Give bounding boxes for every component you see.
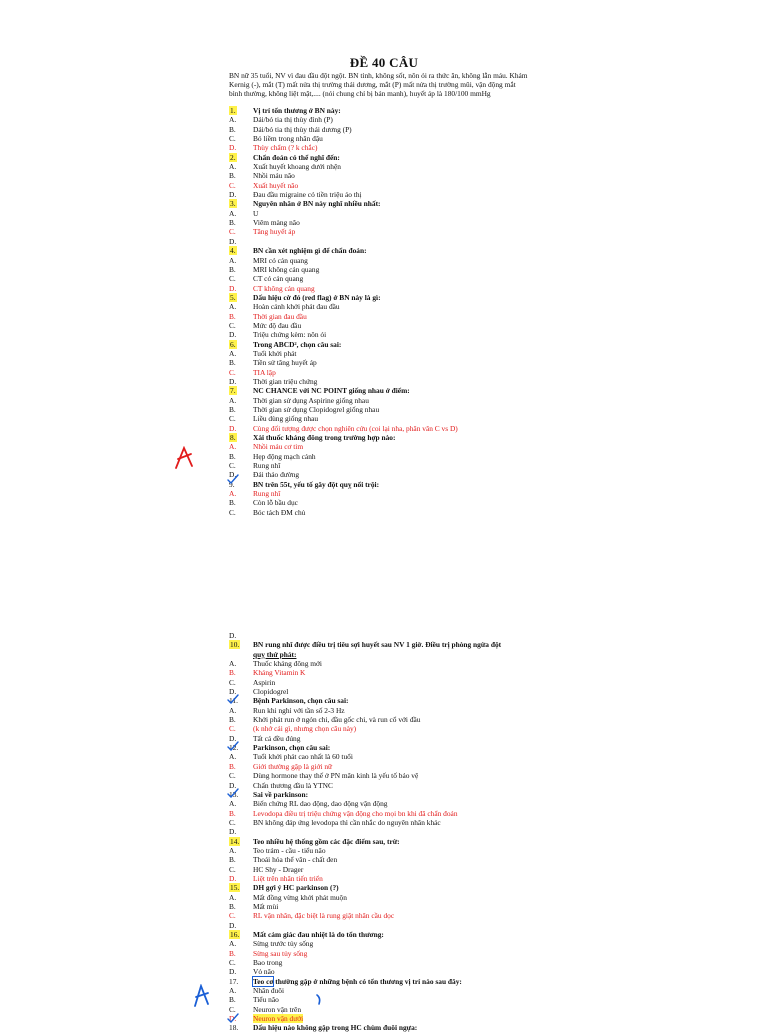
option-text: Xuất huyết khoang dưới nhện bbox=[253, 162, 341, 172]
answer-option bbox=[229, 171, 559, 180]
question-text: Dấu hiệu nào không gặp trong HC chùm đuôi ngựa: bbox=[253, 1023, 418, 1033]
answer-option bbox=[229, 771, 559, 780]
option-letter: D. bbox=[229, 376, 237, 386]
option-text: Liều dùng giống nhau bbox=[253, 414, 319, 424]
question-text: Teo nhiều hệ thống gồm các đặc điểm sau, trừ: bbox=[253, 836, 400, 846]
answer-option bbox=[229, 274, 559, 283]
option-letter: A. bbox=[229, 986, 237, 996]
option-letter: D. bbox=[229, 1014, 237, 1024]
option-letter: B. bbox=[229, 451, 236, 461]
answer-option bbox=[229, 396, 559, 405]
option-text: Khởi phát run ở ngón chi, đầu gốc chi, và run cổ với đầu bbox=[253, 715, 421, 725]
option-text: Kháng Vitamin K bbox=[253, 668, 306, 678]
option-text: Chấn thương đầu là YTNC bbox=[253, 780, 333, 790]
option-letter: C. bbox=[229, 817, 236, 827]
answer-option bbox=[229, 1014, 559, 1023]
option-letter: D. bbox=[229, 423, 237, 433]
option-letter: A. bbox=[229, 348, 237, 358]
option-letter: B. bbox=[229, 855, 236, 865]
question-text: Mất cảm giác đau nhiệt là do tổn thương: bbox=[253, 930, 384, 939]
option-letter: B. bbox=[229, 311, 236, 321]
question-text: Bệnh Parkinson, chọn câu sai: bbox=[253, 696, 349, 706]
question-number: 1. bbox=[230, 106, 236, 115]
option-text: Bóc tách ĐM chủ bbox=[253, 507, 306, 517]
question-text: NC CHANCE với NC POINT giống nhau ở điểm: bbox=[253, 386, 410, 396]
answer-option bbox=[229, 995, 559, 1004]
question-text: BN rung nhĩ được điều trị tiêu sợi huyết sau NV 1 giờ. Điều trị phòng ngừa đột bbox=[253, 640, 502, 650]
question-number: 16. bbox=[230, 930, 240, 939]
option-letter: C. bbox=[229, 274, 236, 284]
option-letter: A. bbox=[229, 939, 237, 949]
answer-option bbox=[229, 312, 559, 321]
question-number: 3. bbox=[230, 199, 236, 209]
option-letter: A. bbox=[229, 208, 237, 218]
answer-option bbox=[229, 190, 559, 199]
option-text: CT không cản quang bbox=[253, 283, 315, 293]
answer-option bbox=[229, 284, 559, 293]
answer-option bbox=[229, 162, 559, 171]
question-line bbox=[229, 293, 559, 302]
question-text: BN cần xét nghiệm gì để chẩn đoán: bbox=[253, 246, 367, 256]
option-text: Tăng huyết áp bbox=[253, 227, 296, 237]
option-letter: D. bbox=[229, 470, 237, 480]
option-text: Neuron vận trên bbox=[253, 1004, 302, 1014]
option-letter: C. bbox=[229, 367, 236, 377]
option-letter: A. bbox=[229, 162, 237, 172]
question-line bbox=[229, 433, 559, 442]
option-letter: D. bbox=[229, 143, 237, 153]
question-text: Trong ABCD², chọn câu sai: bbox=[253, 339, 342, 349]
answer-option bbox=[229, 967, 559, 976]
option-text: Vỏ não bbox=[253, 967, 275, 977]
option-text: Triệu chứng kèm: nôn ói bbox=[253, 330, 327, 340]
question-number: 7. bbox=[230, 386, 236, 396]
option-text: Tiểu não bbox=[253, 995, 279, 1005]
answer-option bbox=[229, 1005, 559, 1014]
option-text: Hẹp động mạch cảnh bbox=[253, 451, 316, 461]
option-text: Dùng hormone thay thế ở PN mãn kinh là yếu tố bảo vệ bbox=[253, 771, 419, 781]
option-letter: B. bbox=[229, 715, 236, 725]
option-letter: C. bbox=[229, 864, 236, 874]
question-number: 4. bbox=[230, 246, 236, 256]
question-line bbox=[229, 386, 559, 395]
case-description: BN nữ 35 tuổi, NV vì đau đầu đột ngột. BN tỉnh, không sốt, nôn ói ra thức ăn, không lẫn máu. Khám Kernig (-), mắt (T) mất nửa thị trường thái dương, mắt (P) mất nửa thị trường mũi, vận động mắt bình thường, không liệt mặt,.... (nói chung chỉ bị bán manh), huyết áp là 180/100 mmHg bbox=[229, 71, 528, 98]
option-text: Thời gian đau đầu bbox=[253, 311, 307, 321]
option-text: Dải/bó tia thị thùy thái dương (P) bbox=[253, 124, 352, 134]
answer-option bbox=[229, 489, 559, 498]
question-line bbox=[229, 883, 559, 892]
answer-option bbox=[229, 734, 559, 743]
option-letter: B. bbox=[229, 498, 236, 508]
option-letter: D. bbox=[229, 283, 237, 293]
question-line bbox=[229, 837, 559, 846]
option-letter: B. bbox=[229, 901, 236, 911]
option-letter: C. bbox=[229, 134, 236, 144]
question-line bbox=[229, 153, 559, 162]
option-text: Thời gian sử dụng Aspirine giống nhau bbox=[253, 395, 369, 405]
option-letter: B. bbox=[229, 171, 236, 181]
option-letter: B. bbox=[229, 761, 236, 771]
answer-option bbox=[229, 809, 559, 818]
question-line bbox=[229, 340, 559, 349]
answer-option bbox=[229, 659, 559, 668]
answer-option bbox=[229, 921, 559, 930]
answer-option bbox=[229, 256, 559, 265]
answer-option bbox=[229, 818, 559, 827]
option-text: Đau đầu migraine có tiền triệu áo thị bbox=[253, 190, 362, 200]
answer-option bbox=[229, 470, 559, 479]
answer-option bbox=[229, 368, 559, 377]
question-number: 8. bbox=[230, 433, 236, 443]
option-letter: D. bbox=[229, 827, 237, 837]
question-number: 6. bbox=[230, 339, 236, 349]
option-text: Còn lỗ bầu dục bbox=[253, 498, 298, 508]
option-letter: A. bbox=[229, 752, 237, 762]
option-text: TIA lặp bbox=[253, 367, 276, 377]
option-letter: D. bbox=[229, 330, 237, 340]
option-text: Biến chứng RL dao động, dao động vận động bbox=[253, 799, 388, 809]
question-text: Parkinson, chọn câu sai: bbox=[253, 743, 331, 753]
option-letter: D. bbox=[229, 780, 237, 790]
question-number: 9. bbox=[229, 479, 235, 489]
answer-option bbox=[229, 330, 559, 339]
option-text: Cùng đối tượng được chọn nghiên cứu (coi lại nha, phân vân C vs D) bbox=[253, 423, 458, 433]
option-letter: B. bbox=[229, 264, 236, 274]
option-letter: A. bbox=[229, 302, 237, 312]
option-text: Mất đồng vừng khởi phát muộn bbox=[253, 892, 347, 902]
answer-option bbox=[229, 358, 559, 367]
option-text: Teo trám - cầu - tiểu não bbox=[253, 845, 326, 855]
option-letter: A. bbox=[229, 799, 237, 809]
question-line bbox=[229, 696, 559, 705]
answer-option bbox=[229, 874, 559, 883]
option-letter: D. bbox=[229, 190, 237, 200]
question-line bbox=[229, 977, 559, 986]
question-text: Teo cơ thường gặp ở những bệnh có tổn thương vị trí nào sau đây: bbox=[253, 976, 462, 986]
option-text: Xuất huyết não bbox=[253, 180, 299, 190]
question-line bbox=[229, 199, 559, 208]
question-line bbox=[229, 1023, 559, 1032]
option-text: CT có cản quang bbox=[253, 274, 304, 284]
option-text: MRI có cản quang bbox=[253, 255, 308, 265]
answer-option bbox=[229, 668, 559, 677]
answer-option bbox=[229, 827, 559, 836]
answer-option bbox=[229, 752, 559, 761]
question-number: 18. bbox=[229, 1023, 239, 1033]
answer-option bbox=[229, 218, 559, 227]
option-text: Aspirin bbox=[253, 677, 276, 687]
option-text: Mất mùi bbox=[253, 901, 279, 911]
answer-option bbox=[229, 414, 559, 423]
answer-option bbox=[229, 958, 559, 967]
question-number: 13. bbox=[229, 789, 239, 799]
answer-option bbox=[229, 706, 559, 715]
answer-option bbox=[229, 237, 559, 246]
question-number: 12. bbox=[229, 743, 239, 753]
option-text: Thùy chẩm (? k chắc) bbox=[253, 143, 318, 153]
option-text: Sừng trước tủy sống bbox=[253, 939, 314, 949]
option-letter: C. bbox=[229, 461, 236, 471]
question-text: Chẩn đoán có thể nghĩ đến: bbox=[253, 152, 340, 162]
option-text: Mức độ đau đầu bbox=[253, 320, 302, 330]
option-text: Giới thường gặp là giới nữ bbox=[253, 761, 333, 771]
question-number: 10. bbox=[230, 640, 240, 650]
answer-option bbox=[229, 227, 559, 236]
question-line bbox=[229, 743, 559, 752]
question-number: 14. bbox=[230, 836, 240, 846]
answer-option bbox=[229, 865, 559, 874]
option-letter: B. bbox=[229, 358, 236, 368]
question-line bbox=[229, 480, 559, 489]
option-letter: A. bbox=[229, 845, 237, 855]
answer-option bbox=[229, 452, 559, 461]
option-text: Nhân đuôi bbox=[253, 986, 284, 996]
answer-option bbox=[229, 893, 559, 902]
option-letter: B. bbox=[229, 124, 236, 134]
question-text: Sai về parkinson: bbox=[253, 789, 309, 799]
option-letter: C. bbox=[229, 320, 236, 330]
answer-option bbox=[229, 321, 559, 330]
question-number: 5. bbox=[230, 292, 236, 302]
option-text: RL vận nhãn, đặc biệt là rung giật nhãn cầu dọc bbox=[253, 911, 395, 921]
question-number: 15. bbox=[230, 883, 240, 893]
option-letter: D. bbox=[229, 687, 237, 697]
option-letter: B. bbox=[229, 948, 236, 958]
option-text: Đái tháo đường bbox=[253, 470, 300, 480]
handwritten-a-mark-bottom bbox=[192, 984, 212, 1008]
option-letter: B. bbox=[229, 668, 236, 678]
question-text: Vị trí tổn thương ở BN này: bbox=[253, 106, 341, 115]
answer-option bbox=[229, 302, 559, 311]
option-letter: B. bbox=[229, 808, 236, 818]
option-text: Dải/bó tia thị thùy đỉnh (P) bbox=[253, 115, 333, 125]
option-letter: C. bbox=[229, 1004, 236, 1014]
question-number: 2. bbox=[230, 152, 236, 162]
answer-option bbox=[229, 846, 559, 855]
answer-option bbox=[229, 687, 559, 696]
option-text: Tiền sử tăng huyết áp bbox=[253, 358, 317, 368]
option-letter: A. bbox=[229, 659, 237, 669]
page-title: ĐỀ 40 CÂU bbox=[349, 55, 419, 70]
handwritten-a-mark-top bbox=[174, 446, 196, 470]
option-letter: C. bbox=[229, 911, 236, 921]
question-text: Dấu hiệu cờ đỏ (red flag) ở BN này là gì: bbox=[253, 292, 381, 302]
option-letter: D. bbox=[229, 236, 237, 246]
answer-option bbox=[229, 855, 559, 864]
option-text: Run khi nghỉ với tần số 2-3 Hz bbox=[253, 705, 345, 715]
option-letter: D. bbox=[229, 631, 237, 640]
question-line bbox=[229, 650, 559, 659]
option-text: Bó liềm trong nhân đậu bbox=[253, 134, 323, 144]
question-block-page-2 bbox=[229, 631, 559, 1033]
option-letter: A. bbox=[229, 442, 237, 452]
option-letter: C. bbox=[229, 180, 236, 190]
answer-option bbox=[229, 939, 559, 948]
option-text: BN không đáp ứng levodopa thì cần nhắc do nguyên nhân khác bbox=[253, 817, 441, 827]
option-text: Rung nhĩ bbox=[253, 461, 281, 471]
option-letter: D. bbox=[229, 873, 237, 883]
option-text: Sừng sau tủy sống bbox=[253, 948, 308, 958]
answer-option bbox=[229, 349, 559, 358]
option-text: Liệt trên nhân tiến triển bbox=[253, 873, 323, 883]
answer-option bbox=[229, 405, 559, 414]
answer-option bbox=[229, 631, 559, 640]
answer-option bbox=[229, 678, 559, 687]
option-text: Tuổi khởi phát cao nhất là 60 tuổi bbox=[253, 752, 353, 762]
answer-option bbox=[229, 902, 559, 911]
option-text: Viêm màng não bbox=[253, 218, 300, 228]
answer-option bbox=[229, 715, 559, 724]
option-text: Thoái hóa thể vân - chất đen bbox=[253, 855, 338, 865]
answer-option bbox=[229, 461, 559, 470]
option-text: Thuốc kháng đông mới bbox=[253, 659, 322, 669]
question-line bbox=[229, 930, 559, 939]
option-letter: C. bbox=[229, 677, 236, 687]
question-line bbox=[229, 640, 559, 649]
option-text: Clopidogrel bbox=[253, 687, 289, 697]
question-text: quỵ thứ phát: bbox=[253, 649, 297, 659]
option-letter: A. bbox=[229, 892, 237, 902]
option-letter: C. bbox=[229, 227, 236, 237]
option-text: Thời gian sử dụng Clopidogrel giống nhau bbox=[253, 405, 380, 414]
answer-option bbox=[229, 762, 559, 771]
option-text: Rung nhĩ bbox=[253, 489, 281, 499]
option-letter: D. bbox=[229, 733, 237, 743]
answer-option bbox=[229, 799, 559, 808]
answer-option bbox=[229, 181, 559, 190]
option-text: Levodopa điều trị triệu chứng vận động cho mọi bn khi đã chẩn đoán bbox=[253, 808, 458, 818]
question-number: 11. bbox=[229, 696, 238, 706]
question-line bbox=[229, 790, 559, 799]
option-text: Neuron vận dưới bbox=[253, 1014, 304, 1024]
option-letter: A. bbox=[229, 705, 237, 715]
option-letter: A. bbox=[229, 255, 237, 265]
option-text: Bao trong bbox=[253, 958, 283, 968]
option-letter: D. bbox=[229, 920, 237, 930]
answer-option bbox=[229, 508, 559, 517]
answer-option bbox=[229, 498, 559, 507]
question-text: Nguyên nhân ở BN này nghĩ nhiều nhất: bbox=[253, 199, 381, 209]
option-letter: C. bbox=[229, 724, 236, 734]
answer-option bbox=[229, 143, 559, 152]
option-letter: C. bbox=[229, 507, 236, 517]
question-text: DH gợi ý HC parkinson (?) bbox=[253, 883, 339, 893]
option-letter: B. bbox=[229, 995, 236, 1005]
answer-option bbox=[229, 134, 559, 143]
option-letter: A. bbox=[229, 489, 237, 499]
option-text: Nhồi máu cơ tim bbox=[253, 442, 304, 452]
answer-option bbox=[229, 209, 559, 218]
answer-option bbox=[229, 986, 559, 995]
answer-option bbox=[229, 265, 559, 274]
option-text: U bbox=[253, 208, 259, 218]
option-text: Hoàn cảnh khởi phát đau đầu bbox=[253, 302, 340, 312]
answer-option bbox=[229, 724, 559, 733]
option-letter: A. bbox=[229, 115, 237, 125]
option-text: Thời gian triệu chứng bbox=[253, 376, 318, 386]
option-text: HC Shy - Drager bbox=[253, 864, 304, 874]
answer-option bbox=[229, 377, 559, 386]
question-line bbox=[229, 106, 559, 115]
option-letter: C. bbox=[229, 771, 236, 781]
answer-option bbox=[229, 442, 559, 451]
question-text: BN trên 55t, yếu tố gây đột quỵ nổi trội: bbox=[253, 479, 380, 489]
answer-option bbox=[229, 781, 559, 790]
option-letter: D. bbox=[229, 967, 237, 977]
option-text: Tuổi khởi phát bbox=[253, 348, 297, 358]
option-letter: C. bbox=[229, 958, 236, 968]
question-block-page-1 bbox=[229, 106, 559, 517]
option-text: (k nhớ cái gì, nhưng chọn câu này) bbox=[253, 724, 357, 734]
answer-option bbox=[229, 911, 559, 920]
question-line bbox=[229, 246, 559, 255]
option-letter: A. bbox=[229, 395, 237, 405]
answer-option bbox=[229, 424, 559, 433]
option-text: MRI không cản quang bbox=[253, 264, 320, 274]
answer-option bbox=[229, 949, 559, 958]
answer-option bbox=[229, 115, 559, 124]
option-letter: B. bbox=[229, 218, 236, 228]
question-number: 17. bbox=[229, 976, 239, 986]
option-text: Tất cả đều đúng bbox=[253, 733, 301, 743]
option-letter: B. bbox=[229, 405, 236, 414]
answer-option bbox=[229, 125, 559, 134]
question-text: Xài thuốc kháng đông trong trường hợp nào: bbox=[253, 433, 396, 443]
option-text: Nhồi máu não bbox=[253, 171, 295, 181]
option-letter: C. bbox=[229, 414, 236, 424]
